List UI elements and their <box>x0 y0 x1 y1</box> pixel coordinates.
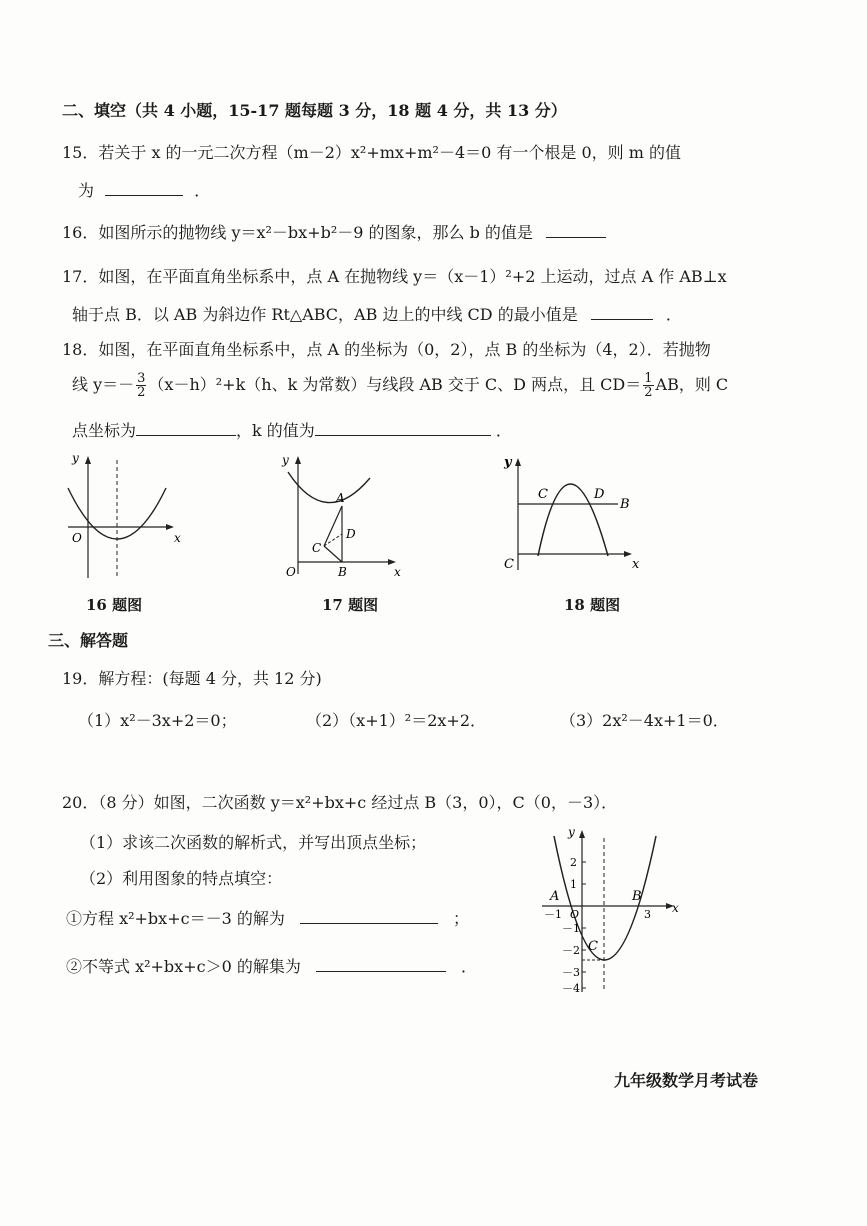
q19-title: 19．解方程：(每题 4 分，共 12 分) <box>62 669 322 688</box>
figure-17-graph <box>278 450 408 585</box>
figure-20-graph <box>530 822 690 997</box>
f17-b-label: B <box>338 565 347 579</box>
f18-y-arrow <box>515 458 521 466</box>
q20-part1: （1）求该二次函数的解析式，并写出顶点坐标； <box>80 833 427 852</box>
q18-line1: 18．如图，在平面直角坐标系中，点 A 的坐标为（0，2），点 B 的坐标为（4，2）．若抛物 <box>62 340 711 359</box>
q20-part2: （2）利用图象的特点填空： <box>80 869 283 888</box>
f20-b-label: B <box>632 889 642 904</box>
f16-x-arrow <box>166 524 174 530</box>
q19-part3: （3）2x²－4x+1＝0． <box>560 711 729 730</box>
f20-a-label: A <box>550 889 560 904</box>
q20-sub1 <box>66 906 469 929</box>
f20-tick-label-m4: －4 <box>562 982 580 995</box>
f20-tick-label-1: 1 <box>570 878 577 891</box>
f20-y-arrow <box>579 830 585 838</box>
q17-end: ． <box>665 305 682 324</box>
q17-line2-text: 轴于点 B．以 AB 为斜边作 Rt△ABC，AB 边上的中线 CD 的最小值是 <box>72 305 578 324</box>
f20-origin-label: O <box>570 908 580 921</box>
figure-20 <box>530 822 690 997</box>
f20-c-label: C <box>588 939 598 954</box>
f17-x-label: x <box>394 565 401 579</box>
f16-y-arrow <box>85 456 91 464</box>
f20-y-label: y <box>568 825 575 839</box>
q18-line3a: 点坐标为 <box>72 421 137 440</box>
q19-part2: （2）（x+1）²＝2x+2． <box>306 711 486 730</box>
q18-fraction-3-2 <box>136 372 146 399</box>
f20-tick-label-m1: －1 <box>562 922 580 935</box>
f17-a-label: A <box>336 491 345 505</box>
q20-sub2-answer-blank[interactable] <box>316 957 446 972</box>
q16-text: 16．如图所示的抛物线 y＝x²－bx+b²－9 的图象，那么 b 的值是 <box>62 223 533 242</box>
q15-answer-blank[interactable] <box>105 181 183 196</box>
q20-sub2-text: ②不等式 x²+bx+c＞0 的解集为 <box>66 957 301 976</box>
caption-18: 18 题图 <box>564 596 621 614</box>
frac2-num: 1 <box>644 371 653 386</box>
q18-line3b: ，k 的值为 <box>236 421 315 440</box>
f17-parabola <box>288 472 370 503</box>
f20-x-label: x <box>672 901 679 915</box>
figure-18-graph <box>500 450 650 585</box>
f20-x-tick-m1: －1 <box>544 908 562 921</box>
q18-c-answer-blank[interactable] <box>136 421 236 436</box>
f20-x-tick-3: 3 <box>644 908 651 921</box>
f18-y-label: y <box>504 455 512 470</box>
figure-16-graph <box>60 450 190 585</box>
q15-line1: 15．若关于 x 的一元二次方程（m－2）x²+mx+m²－4＝0 有一个根是 0，则 m 的值 <box>62 143 681 162</box>
f17-y-arrow <box>295 456 301 464</box>
f16-x-label: x <box>174 531 181 545</box>
q17-line1: 17．如图，在平面直角坐标系中，点 A 在抛物线 y＝（x－1）²+2 上运动，过点 A 作 AB⊥x <box>62 267 727 286</box>
f18-b-label: B <box>620 497 630 512</box>
figure-16 <box>60 450 190 585</box>
f17-y-label: y <box>282 453 289 467</box>
frac1-den: 2 <box>137 385 146 400</box>
caption-16: 16 题图 <box>86 596 143 614</box>
q19-part1: （1）x²－3x+2＝0； <box>78 711 237 730</box>
section-2-title: 二、填空（共 4 小题，15-17 题每题 3 分，18 题 4 分，共 13 分） <box>62 101 567 120</box>
f16-y-label: y <box>72 451 79 465</box>
q20-sub1-text: ①方程 x²+bx+c＝－3 的解为 <box>66 909 285 928</box>
q18-line2a: 线 y＝－ <box>72 375 135 394</box>
q17-answer-blank[interactable] <box>591 305 653 320</box>
q18-line2 <box>72 372 728 399</box>
f18-c-label: C <box>538 487 548 502</box>
q16-answer-blank[interactable] <box>546 223 606 238</box>
f17-d-label: D <box>346 527 356 541</box>
f18-x-arrow <box>624 551 632 557</box>
q17-line2 <box>72 302 682 325</box>
f16-origin-label: O <box>72 531 82 545</box>
q18-line2c: AB，则 C <box>655 375 729 394</box>
f18-origin-label: C <box>504 557 514 572</box>
f20-tick-label-m3: －3 <box>562 966 580 979</box>
f17-c-label: C <box>312 541 322 555</box>
frac2-den: 2 <box>644 385 653 400</box>
f17-origin-label: O <box>286 565 296 579</box>
q20-title: 20．（8 分）如图，二次函数 y＝x²+bx+c 经过点 B（3，0），C（0，－3）． <box>62 793 618 812</box>
q20-sub1-end: ； <box>453 909 470 928</box>
section-3-title: 三、解答题 <box>48 631 129 650</box>
footer-exam-title: 九年级数学月考试卷 <box>614 1071 759 1090</box>
q20-sub2 <box>66 954 477 977</box>
q20-sub2-end: ． <box>461 957 478 976</box>
q18-line2b: （x－h）²+k（h、k 为常数）与线段 AB 交于 C、D 两点，且 CD＝ <box>148 375 642 394</box>
f20-tick-label-2: 2 <box>570 856 577 869</box>
f20-tick-label-m2: －2 <box>562 944 580 957</box>
figure-18 <box>500 450 650 585</box>
q20-sub1-answer-blank[interactable] <box>300 909 438 924</box>
q15-line2-text: 为 <box>78 181 95 200</box>
q15-line2 <box>78 178 210 201</box>
f18-d-label: D <box>594 487 605 502</box>
f18-x-label: x <box>632 557 640 572</box>
frac1-num: 3 <box>137 371 146 386</box>
figure-17 <box>278 450 408 585</box>
caption-17: 17 题图 <box>322 596 379 614</box>
f17-segment-bc <box>324 546 342 562</box>
q18-end: ． <box>495 421 512 440</box>
q16-line <box>62 220 606 243</box>
q18-line3 <box>72 418 512 441</box>
q18-k-answer-blank[interactable] <box>315 421 491 436</box>
q15-end: ． <box>194 181 211 200</box>
q18-fraction-1-2 <box>643 372 653 399</box>
